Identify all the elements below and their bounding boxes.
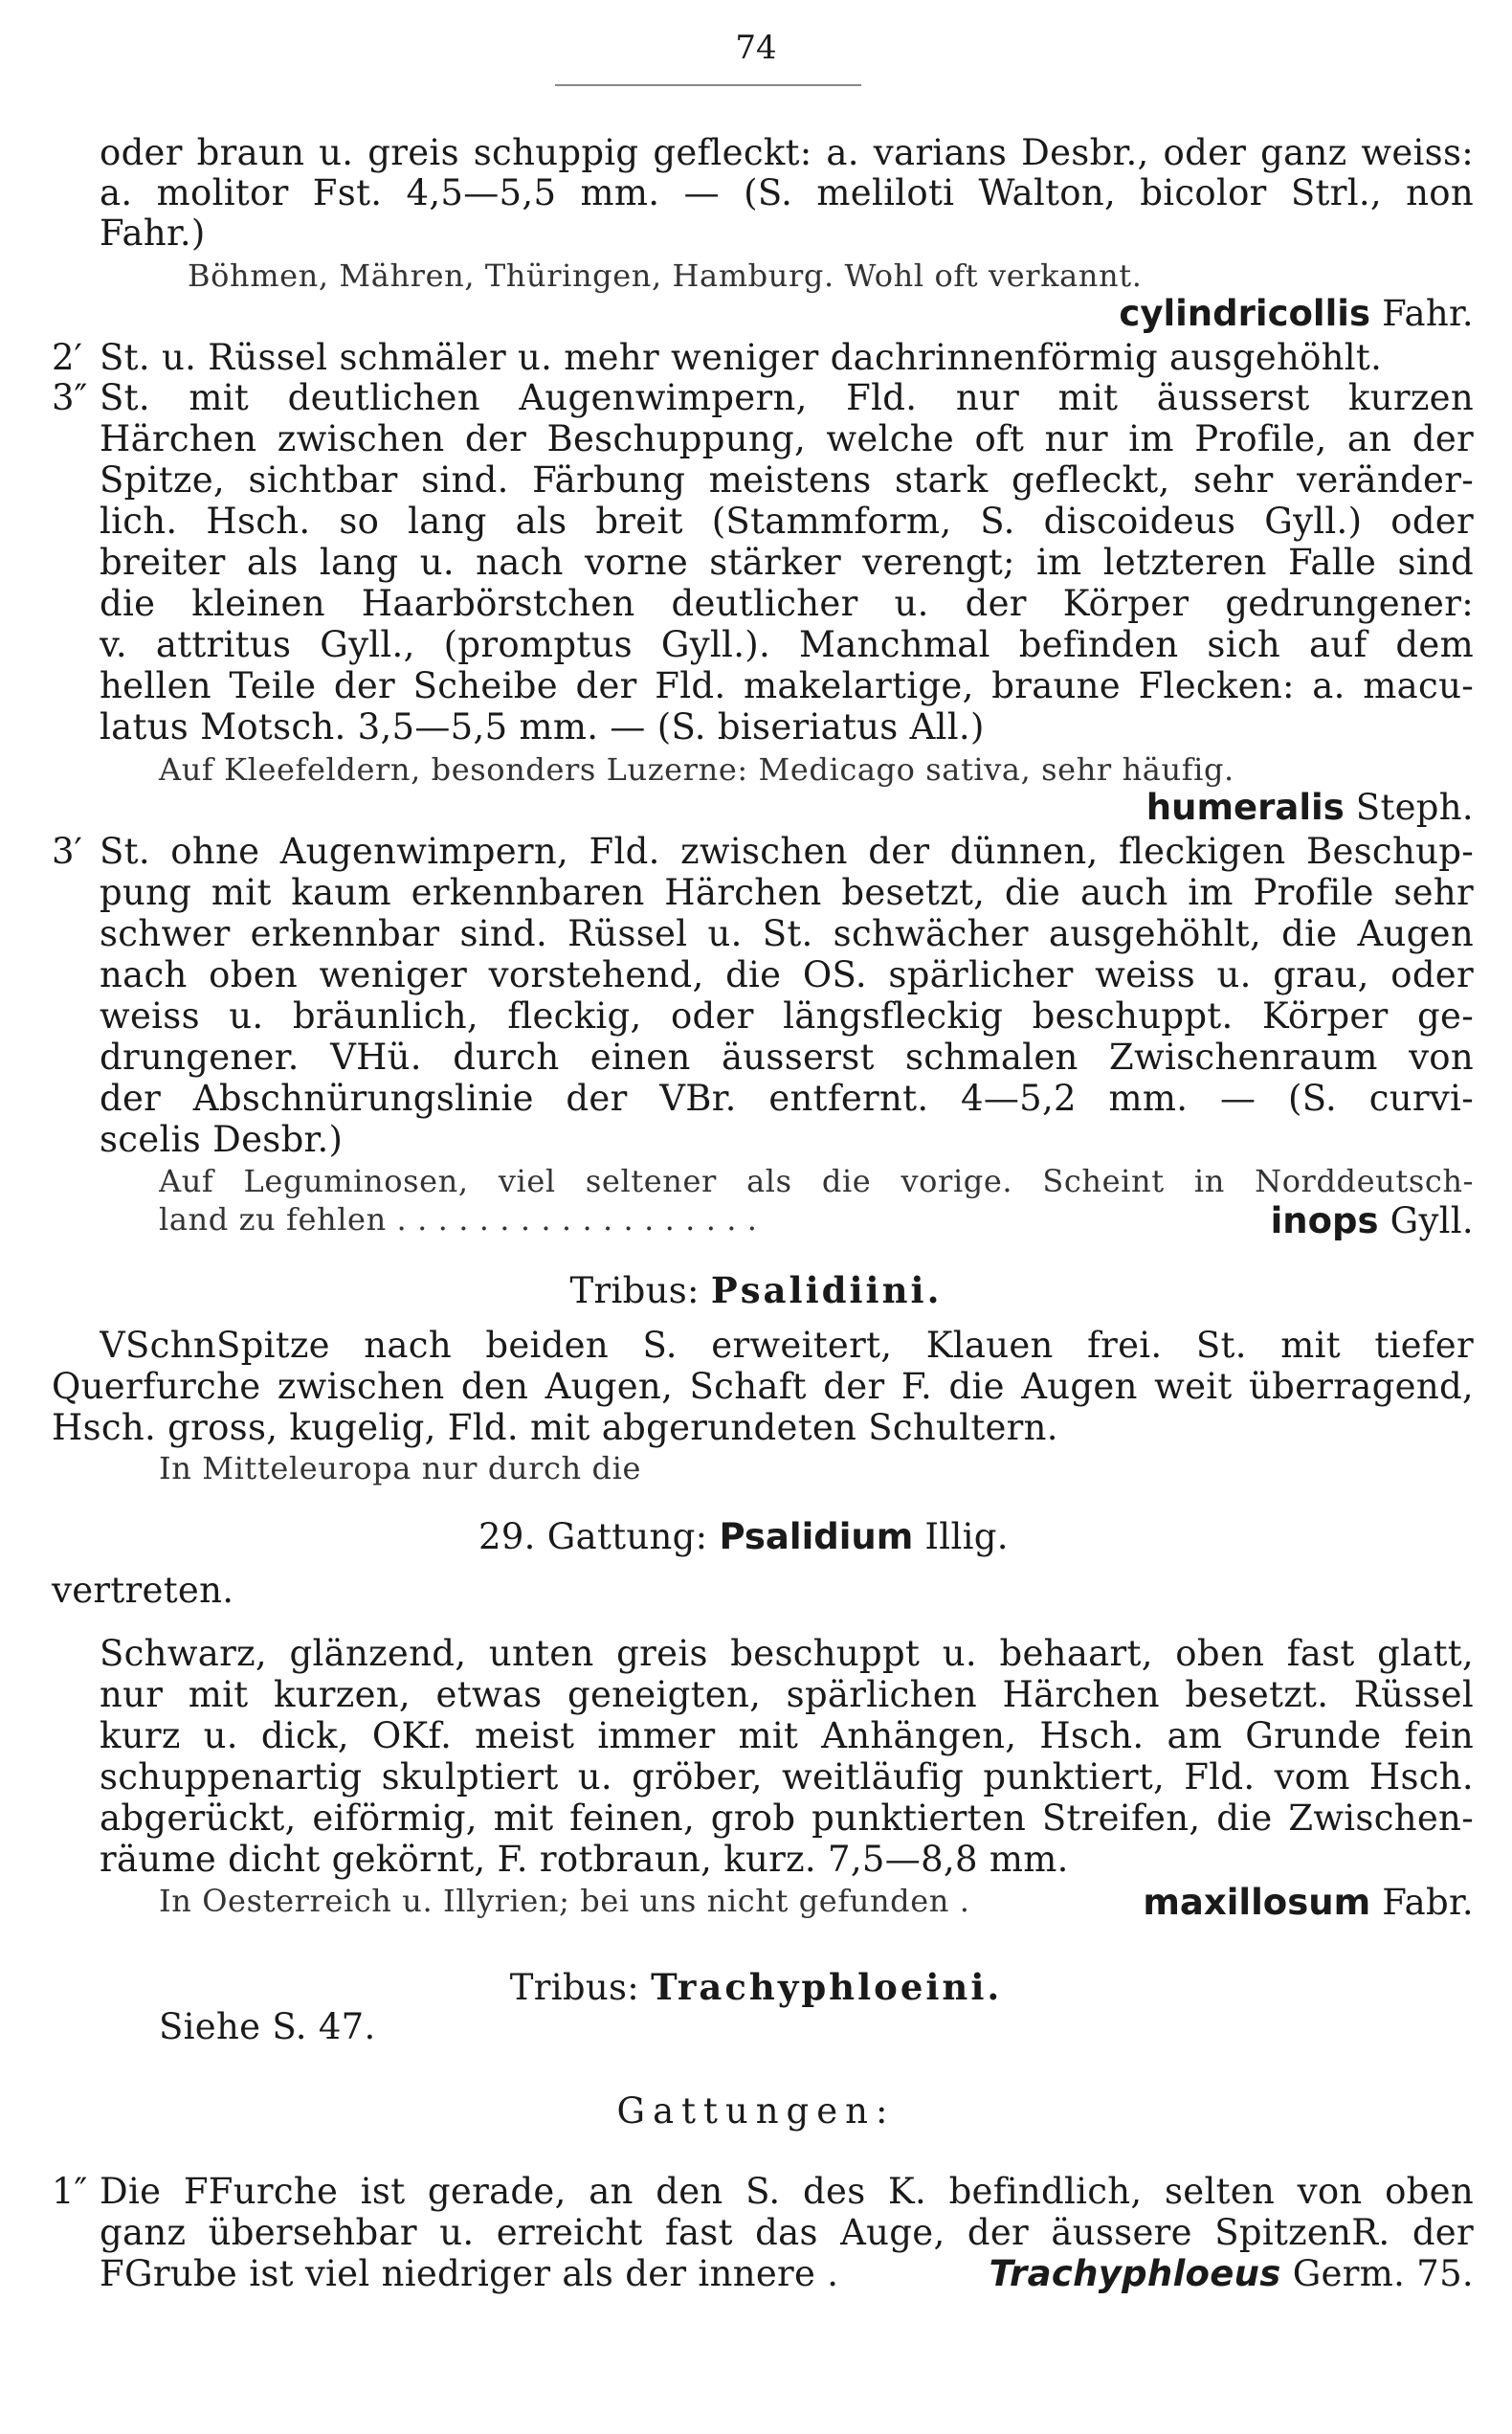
locality-line: land zu fehlen . . . . . . . . . . . . . . . . . . <box>159 1201 758 1238</box>
species-author: Gyll. <box>1390 1200 1474 1241</box>
species-author: Steph. <box>1355 787 1474 828</box>
couplet-number: 2′ <box>52 337 82 378</box>
text-line: latus Motsch. 3,5—5,5 mm. — (S. biseriatus All.) <box>100 706 985 748</box>
text-line: breiter als lang u. nach vorne stärker verengt; im letzteren Falle sind <box>100 542 1474 583</box>
page-number-rule <box>555 84 861 86</box>
text-line: hellen Teile der Scheibe der Fld. makelartige, braune Flecken: a. macu- <box>100 665 1474 706</box>
text-line: nach oben weniger vorstehend, die OS. spärlicher weiss u. grau, oder <box>100 954 1474 995</box>
text-line: räume dicht gekörnt, F. rotbraun, kurz. 7,5—8,8 mm. <box>100 1839 1069 1880</box>
tribus-label: Tribus: <box>509 1967 640 2008</box>
text-line: VSchnSpitze nach beiden S. erweitert, Klauen frei. St. mit tiefer <box>100 1325 1474 1366</box>
tribus-heading <box>0 1966 1512 2009</box>
tribus-label: Tribus: <box>569 1270 700 1311</box>
locality-line: Böhmen, Mähren, Thüringen, Hamburg. Wohl oft verkannt. <box>188 257 1143 294</box>
text-line: abgerückt, eiförmig, mit feinen, grob punktierten Streifen, die Zwischen- <box>100 1798 1474 1839</box>
text-line: scelis Desbr.) <box>100 1119 344 1160</box>
gattung-name: Psalidium <box>719 1516 914 1557</box>
note-line: In Mitteleuropa nur durch die <box>159 1450 641 1486</box>
text-line: FGrube ist viel niedriger als der innere . <box>100 2253 839 2294</box>
text-line: drungener. VHü. durch einen äusserst schmalen Zwischenraum von <box>100 1037 1474 1078</box>
species-name: maxillosum <box>1143 1882 1371 1923</box>
text-line: der Abschnürungslinie der VBr. entfernt. 4—5,2 mm. — (S. curvi- <box>100 1078 1474 1119</box>
gattung-label: 29. Gattung: <box>478 1516 708 1557</box>
text-line: v. attritus Gyll., (promptus Gyll.). Manchmal befinden sich auf dem <box>100 624 1474 665</box>
species-name: humeralis <box>1145 787 1345 828</box>
locality-line: In Oesterreich u. Illyrien; bei uns nicht gefunden . <box>159 1883 970 1919</box>
text-line: die kleinen Haarbörstchen deutlicher u. der Körper gedrungener: <box>100 583 1474 624</box>
species-author: Fabr. <box>1382 1882 1474 1923</box>
text-line: kurz u. dick, OKf. meist immer mit Anhängen, Hsch. am Grunde fein <box>100 1715 1474 1756</box>
text-line: oder braun u. greis schuppig gefleckt: a. varians Desbr., oder ganz weiss: <box>100 132 1474 173</box>
text-line: nur mit kurzen, etwas geneigten, spärlichen Härchen besetzt. Rüssel <box>100 1674 1474 1715</box>
text-line: schuppenartig skulptiert u. gröber, weitläufig punktiert, Fld. vom Hsch. <box>100 1756 1474 1798</box>
text-line: lich. Hsch. so lang als breit (Stammform, S. discoideus Gyll.) oder <box>100 501 1474 542</box>
text-line: St. ohne Augenwimpern, Fld. zwischen der dünnen, fleckigen Beschup- <box>100 831 1474 872</box>
text-line: Hsch. gross, kugelig, Fld. mit abgerundeten Schultern. <box>52 1407 1058 1448</box>
locality-line: Auf Leguminosen, viel seltener als die vorige. Scheint in Norddeutsch- <box>159 1163 1474 1199</box>
species-line <box>1053 1882 1474 1924</box>
species-line <box>861 293 1474 335</box>
species-line <box>861 787 1474 829</box>
couplet-number: 3″ <box>52 377 88 418</box>
species-line <box>1148 1200 1474 1242</box>
tribus-heading <box>0 1269 1512 1312</box>
text-line: Fahr.) <box>100 212 206 254</box>
text-line: Spitze, sichtbar sind. Färbung meistens stark gefleckt, sehr veränder- <box>100 459 1474 501</box>
text-line: Schwarz, glänzend, unten greis beschuppt u. behaart, oben fast glatt, <box>100 1633 1474 1674</box>
gattungen-heading: Gattungen: <box>616 2090 896 2132</box>
text-line: a. molitor Fst. 4,5—5,5 mm. — (S. meliloti Walton, bicolor Strl., non <box>100 172 1474 213</box>
species-name: inops <box>1270 1200 1379 1241</box>
text-line: ganz übersehbar u. erreicht fast das Auge, der äussere SpitzenR. der <box>100 2212 1474 2253</box>
gattung-author: Illig. <box>924 1516 1009 1557</box>
text-line: pung mit kaum erkennbaren Härchen besetzt, die auch im Profile sehr <box>100 872 1474 913</box>
text-line: schwer erkennbar sind. Rüssel u. St. schwächer ausgehöhlt, die Augen <box>100 913 1474 954</box>
text-line: weiss u. bräunlich, fleckig, oder längsfleckig beschuppt. Körper ge- <box>100 995 1474 1037</box>
genus-name: Trachyphloeus <box>989 2253 1281 2294</box>
text-line: Querfurche zwischen den Augen, Schaft der F. die Augen weit überragend, <box>52 1366 1474 1407</box>
text-line: St. u. Rüssel schmäler u. mehr weniger dachrinnenförmig ausgehöhlt. <box>100 337 1383 378</box>
gattung-heading <box>478 1516 1009 1558</box>
text-line: Die FFurche ist gerade, an den S. des K. befindlich, selten von oben <box>100 2171 1474 2212</box>
text-line: Siehe S. 47. <box>159 2006 376 2047</box>
text-line: vertreten. <box>52 1570 234 1611</box>
text-line: Härchen zwischen der Beschuppung, welche oft nur im Profile, an der <box>100 418 1474 459</box>
genus-line <box>919 2253 1474 2295</box>
tribus-name: Psalidiini. <box>710 1269 943 1311</box>
genus-reference: Germ. 75. <box>1292 2253 1474 2294</box>
tribus-name: Trachyphloeini. <box>651 1966 1003 2008</box>
couplet-number: 3′ <box>52 831 82 872</box>
species-name: cylindricollis <box>1119 293 1370 334</box>
page-number: 74 <box>735 29 777 67</box>
locality-line: Auf Kleefeldern, besonders Luzerne: Medicago sativa, sehr häufig. <box>159 751 1234 788</box>
couplet-number: 1″ <box>52 2171 88 2212</box>
text-line: St. mit deutlichen Augenwimpern, Fld. nur mit äusserst kurzen <box>100 377 1474 418</box>
species-author: Fahr. <box>1382 293 1474 334</box>
